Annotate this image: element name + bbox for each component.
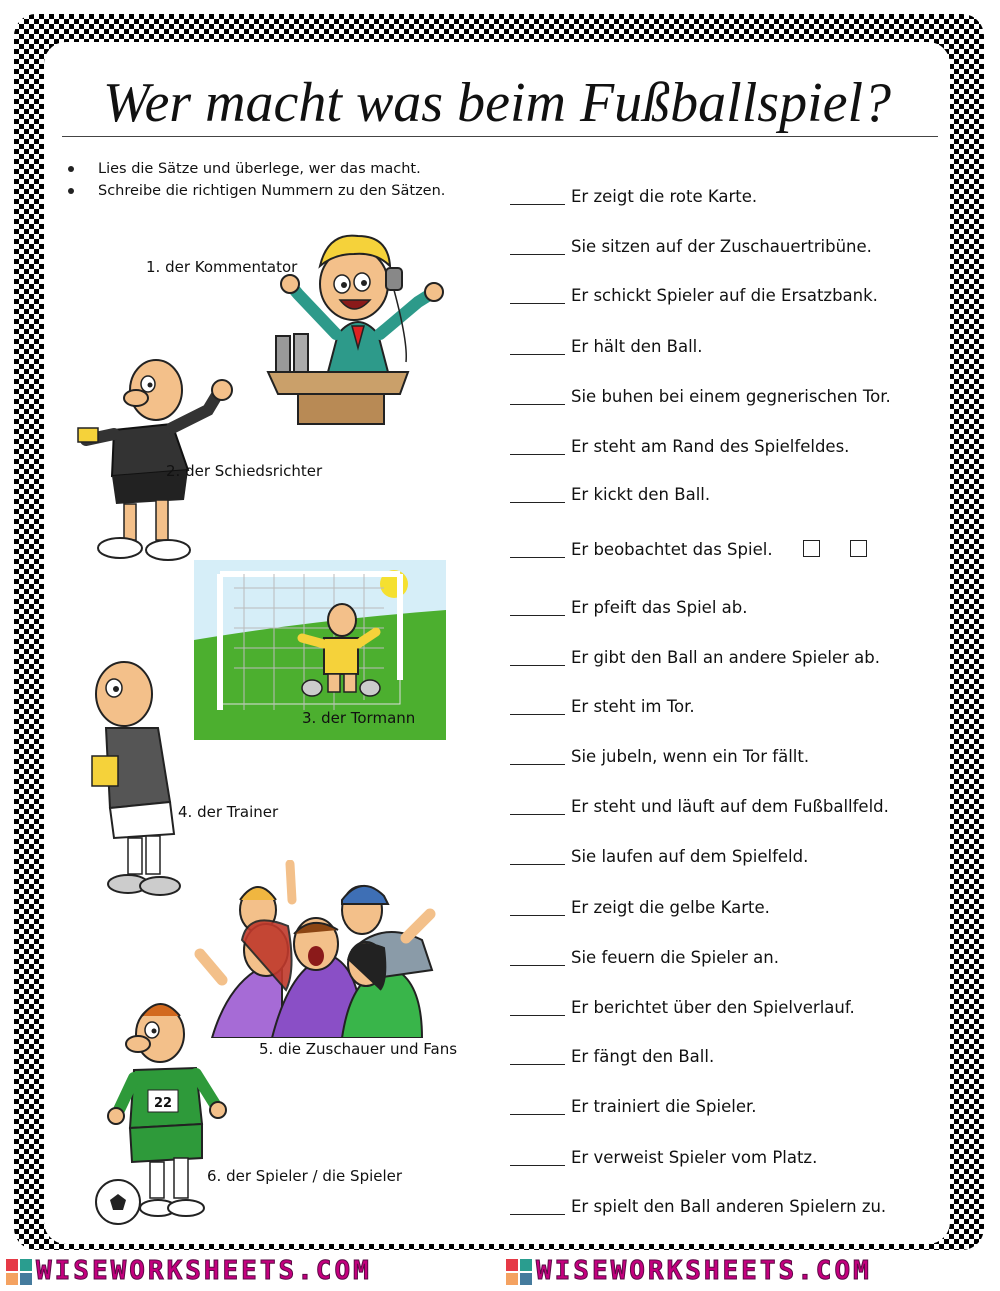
- sentence-item: Er zeigt die gelbe Karte.: [510, 897, 770, 919]
- trainer-illustration: [84, 658, 194, 908]
- answer-blank[interactable]: [510, 501, 565, 503]
- sentence-item: Er beobachtet das Spiel.: [510, 539, 867, 561]
- answer-blank[interactable]: [510, 964, 565, 966]
- sentence-item: Er schickt Spieler auf die Ersatzbank.: [510, 285, 878, 307]
- answer-blank[interactable]: [510, 1063, 565, 1065]
- answer-blank[interactable]: [510, 1213, 565, 1215]
- answer-checkbox[interactable]: [803, 540, 820, 557]
- sentence-item: Er pfeift das Spiel ab.: [510, 597, 747, 619]
- bullet-icon: [68, 166, 74, 172]
- role-label-goalkeeper: 3. der Tormann: [302, 709, 416, 727]
- sentence-item: Sie jubeln, wenn ein Tor fällt.: [510, 746, 809, 768]
- answer-blank[interactable]: [510, 1113, 565, 1115]
- sentence-item: Er gibt den Ball an andere Spieler ab.: [510, 647, 880, 669]
- answer-blank[interactable]: [510, 203, 565, 205]
- brand-text: WISEWORKSHEETS.COM: [536, 1256, 872, 1286]
- title-divider: [62, 136, 938, 137]
- sentence-item: Sie buhen bei einem gegnerischen Tor.: [510, 386, 891, 408]
- answer-blank[interactable]: [510, 863, 565, 865]
- commentator-illustration: [258, 222, 448, 432]
- role-label-commentator: 1. der Kommentator: [146, 258, 298, 276]
- sentence-item: Er berichtet über den Spielverlauf.: [510, 997, 855, 1019]
- answer-blank[interactable]: [510, 763, 565, 765]
- role-label-referee: 2. der Schiedsrichter: [166, 462, 323, 480]
- ws-logo-icon: [506, 1259, 532, 1285]
- answer-blank[interactable]: [510, 614, 565, 616]
- sentence-item: Sie laufen auf dem Spielfeld.: [510, 846, 808, 868]
- role-label-fans: 5. die Zuschauer und Fans: [259, 1040, 458, 1058]
- answer-blank[interactable]: [510, 403, 565, 405]
- answer-blank[interactable]: [510, 1014, 565, 1016]
- referee-illustration: [76, 350, 236, 570]
- answer-checkbox[interactable]: [850, 540, 867, 557]
- footer-watermark: [0, 1254, 1000, 1291]
- answer-blank[interactable]: [510, 302, 565, 304]
- sentence-item: Er spielt den Ball anderen Spielern zu.: [510, 1196, 886, 1218]
- bullet-icon: [68, 188, 74, 194]
- brand-text: WISEWORKSHEETS.COM: [36, 1256, 372, 1286]
- answer-blank[interactable]: [510, 253, 565, 255]
- sentence-item: Er verweist Spieler vom Platz.: [510, 1147, 817, 1169]
- answer-blank[interactable]: [510, 556, 565, 558]
- role-label-trainer: 4. der Trainer: [178, 803, 279, 821]
- sentence-item: Sie feuern die Spieler an.: [510, 947, 779, 969]
- answer-blank[interactable]: [510, 914, 565, 916]
- sentence-item: Er steht und läuft auf dem Fußballfeld.: [510, 796, 889, 818]
- sentence-item: Er steht im Tor.: [510, 696, 695, 718]
- sentence-item: Er fängt den Ball.: [510, 1046, 714, 1068]
- sentence-item: Er hält den Ball.: [510, 336, 703, 358]
- answer-blank[interactable]: [510, 813, 565, 815]
- answer-blank[interactable]: [510, 353, 565, 355]
- instruction-item: Schreibe die richtigen Nummern zu den Sätzen.: [66, 180, 445, 202]
- sentence-item: Er zeigt die rote Karte.: [510, 186, 757, 208]
- role-label-player: 6. der Spieler / die Spieler: [207, 1167, 403, 1185]
- answer-blank[interactable]: [510, 664, 565, 666]
- instruction-item: Lies die Sätze und überlege, wer das macht.: [66, 158, 445, 180]
- answer-blank[interactable]: [510, 1164, 565, 1166]
- sentence-item: Er steht am Rand des Spielfeldes.: [510, 436, 849, 458]
- ws-logo-icon: [6, 1259, 32, 1285]
- player-jersey-number: 22: [153, 1096, 173, 1111]
- player-illustration: [90, 994, 240, 1226]
- sentence-item: Sie sitzen auf der Zuschauertribüne.: [510, 236, 872, 258]
- page-title: Wer macht was beim Fußballspiel?: [102, 72, 892, 134]
- answer-blank[interactable]: [510, 453, 565, 455]
- sentence-item: Er trainiert die Spieler.: [510, 1096, 756, 1118]
- sentence-item: Er kickt den Ball.: [510, 484, 710, 506]
- instructions-list: [66, 158, 445, 202]
- answer-blank[interactable]: [510, 713, 565, 715]
